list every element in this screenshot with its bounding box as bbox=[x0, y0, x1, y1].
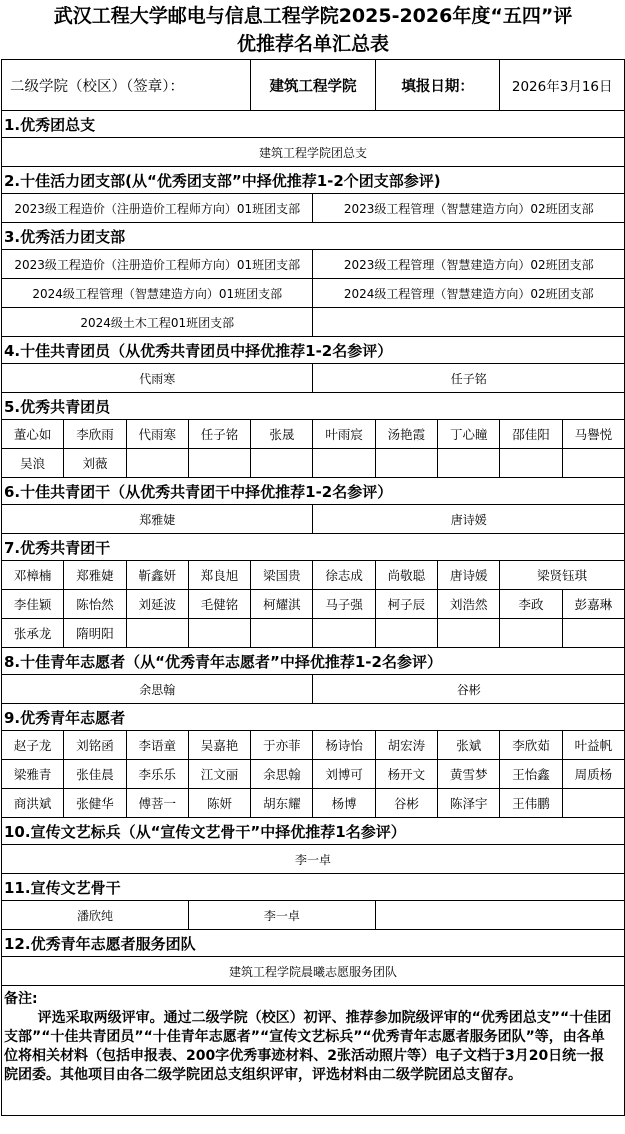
entry-cell: 2024级工程管理（智慧建造方向）01班团支部 bbox=[2, 279, 313, 308]
empty-cell bbox=[375, 901, 624, 930]
name-cell: 李欣茹 bbox=[500, 731, 562, 760]
entry-cell: 2023级工程造价（注册造价工程师方向）01班团支部 bbox=[2, 194, 313, 223]
name-cell: 任子铭 bbox=[188, 420, 250, 449]
name-cell: 王伟鹏 bbox=[500, 789, 562, 818]
name-cell: 梁雅青 bbox=[2, 760, 64, 789]
name-cell: 刘铭函 bbox=[64, 731, 126, 760]
entry-cell: 2024级工程管理（智慧建造方向）02班团支部 bbox=[313, 279, 625, 308]
summary-table bbox=[1, 1, 625, 1116]
name-cell: 李佳颖 bbox=[2, 590, 64, 619]
college-value: 建筑工程学院 bbox=[251, 60, 376, 111]
name-cell: 唐诗媛 bbox=[438, 561, 500, 590]
section-title-2: 2.十佳活力团支部(从“优秀团支部”中择优推荐1-2个团支部参评) bbox=[2, 167, 625, 194]
date-label: 填报日期： bbox=[375, 60, 500, 111]
empty-cell bbox=[126, 619, 188, 648]
name-cell: 周质杨 bbox=[562, 760, 624, 789]
name-cell: 刘延波 bbox=[126, 590, 188, 619]
entry-cell: 2023级工程管理（智慧建造方向）02班团支部 bbox=[313, 250, 625, 279]
name-cell: 张承龙 bbox=[2, 619, 64, 648]
entry-cell: 任子铭 bbox=[313, 364, 625, 393]
name-cell: 江文丽 bbox=[188, 760, 250, 789]
name-cell: 叶益帆 bbox=[562, 731, 624, 760]
name-cell: 张健华 bbox=[64, 789, 126, 818]
name-cell: 尚敬聪 bbox=[375, 561, 437, 590]
name-cell: 马子强 bbox=[313, 590, 375, 619]
name-cell: 柯子辰 bbox=[375, 590, 437, 619]
name-cell: 吴嘉艳 bbox=[188, 731, 250, 760]
name-cell: 吴浪 bbox=[2, 449, 64, 478]
name-cell: 代雨寒 bbox=[126, 420, 188, 449]
name-cell: 彭嘉琳 bbox=[562, 590, 624, 619]
empty-cell bbox=[313, 619, 375, 648]
empty-cell bbox=[188, 449, 250, 478]
empty-cell bbox=[562, 789, 624, 818]
empty-cell bbox=[251, 449, 313, 478]
entry-cell: 建筑工程学院晨曦志愿服务团队 bbox=[2, 957, 625, 986]
empty-cell bbox=[313, 449, 375, 478]
name-cell: 陈怡然 bbox=[64, 590, 126, 619]
name-cell: 隋明阳 bbox=[64, 619, 126, 648]
title-line-2: 优推荐名单汇总表 bbox=[236, 33, 389, 55]
section-title-7: 7.优秀共青团干 bbox=[2, 534, 625, 561]
name-cell: 谷彬 bbox=[375, 789, 437, 818]
date-value: 2026年3月16日 bbox=[500, 60, 625, 111]
name-cell: 余思翰 bbox=[251, 760, 313, 789]
name-cell: 杨开文 bbox=[375, 760, 437, 789]
name-cell: 陈妍 bbox=[188, 789, 250, 818]
entry-cell: 余思翰 bbox=[2, 675, 313, 704]
empty-cell bbox=[438, 449, 500, 478]
empty-cell bbox=[126, 449, 188, 478]
name-cell: 商洪斌 bbox=[2, 789, 64, 818]
name-cell: 李语童 bbox=[126, 731, 188, 760]
entry-cell: 2024级土木工程01班团支部 bbox=[2, 308, 313, 337]
empty-cell bbox=[313, 308, 625, 337]
entry-cell: 潘欣纯 bbox=[2, 901, 189, 930]
name-cell: 胡东耀 bbox=[251, 789, 313, 818]
title-line-1: 武汉工程大学邮电与信息工程学院2025-2026年度“五四”评 bbox=[53, 5, 573, 27]
name-cell: 郑雅婕 bbox=[64, 561, 126, 590]
section-title-6: 6.十佳共青团干（从优秀共青团干中择优推荐1-2名参评） bbox=[2, 478, 625, 505]
empty-cell bbox=[438, 619, 500, 648]
empty-cell bbox=[375, 619, 437, 648]
section-title-1: 1.优秀团总支 bbox=[2, 111, 625, 138]
name-cell: 李欣雨 bbox=[64, 420, 126, 449]
section-title-10: 10.宣传文艺标兵（从“宣传文艺骨干”中择优推荐1名参评） bbox=[2, 818, 625, 845]
name-cell: 王怡鑫 bbox=[500, 760, 562, 789]
entry-cell: 谷彬 bbox=[313, 675, 625, 704]
remarks-label: 备注: bbox=[4, 991, 38, 1007]
name-cell: 靳鑫妍 bbox=[126, 561, 188, 590]
section-title-8: 8.十佳青年志愿者（从“优秀青年志愿者”中择优推荐1-2名参评） bbox=[2, 648, 625, 675]
remarks-cell bbox=[2, 986, 625, 1116]
section-title-9: 9.优秀青年志愿者 bbox=[2, 704, 625, 731]
name-cell: 黄雪梦 bbox=[438, 760, 500, 789]
name-cell: 胡宏涛 bbox=[375, 731, 437, 760]
empty-cell bbox=[375, 449, 437, 478]
name-cell: 邵佳阳 bbox=[500, 420, 562, 449]
name-cell: 叶雨宸 bbox=[313, 420, 375, 449]
name-cell: 刘浩然 bbox=[438, 590, 500, 619]
name-cell: 傅菩一 bbox=[126, 789, 188, 818]
name-cell: 张佳晨 bbox=[64, 760, 126, 789]
section-title-3: 3.优秀活力团支部 bbox=[2, 223, 625, 250]
entry-cell: 李一卓 bbox=[2, 845, 625, 874]
name-cell: 刘薇 bbox=[64, 449, 126, 478]
empty-cell bbox=[500, 449, 562, 478]
name-cell: 杨诗怡 bbox=[313, 731, 375, 760]
name-cell: 张斌 bbox=[438, 731, 500, 760]
entry-cell: 2023级工程管理（智慧建造方向）02班团支部 bbox=[313, 194, 625, 223]
name-cell: 张晟 bbox=[251, 420, 313, 449]
empty-cell bbox=[188, 619, 250, 648]
name-cell: 徐志成 bbox=[313, 561, 375, 590]
name-cell: 于亦菲 bbox=[251, 731, 313, 760]
section-title-11: 11.宣传文艺骨干 bbox=[2, 874, 625, 901]
empty-cell bbox=[251, 619, 313, 648]
empty-cell bbox=[562, 619, 624, 648]
name-cell: 李政 bbox=[500, 590, 562, 619]
name-cell: 董心如 bbox=[2, 420, 64, 449]
name-cell: 毛健铭 bbox=[188, 590, 250, 619]
entry-cell: 李一卓 bbox=[188, 901, 375, 930]
entry-cell: 2023级工程造价（注册造价工程师方向）01班团支部 bbox=[2, 250, 313, 279]
name-cell: 邓樟楠 bbox=[2, 561, 64, 590]
section-title-12: 12.优秀青年志愿者服务团队 bbox=[2, 930, 625, 957]
name-cell: 杨博 bbox=[313, 789, 375, 818]
entry-cell: 建筑工程学院团总支 bbox=[2, 138, 625, 167]
empty-cell bbox=[500, 619, 562, 648]
name-cell: 柯耀淇 bbox=[251, 590, 313, 619]
name-cell: 陈泽宇 bbox=[438, 789, 500, 818]
name-cell: 梁国贵 bbox=[251, 561, 313, 590]
sheet-title bbox=[2, 1, 625, 60]
section-title-5: 5.优秀共青团员 bbox=[2, 393, 625, 420]
remarks-text: 评选采取两级评审。通过二级学院（校区）初评、推荐参加院级评审的“优秀团总支”“十佳团支部”“十佳共青团员”“十佳青年志愿者”“宣传文艺标兵”“优秀青年志愿者服务团队”等，由各单位将相关材料（包括申报表、200字优秀事迹材料、2张活动照片等）电子文档于3月20日统一报院团委。其他项目由各二级学院团总支组织评审，评选材料由二级学院团总支留存。 bbox=[4, 1010, 612, 1083]
name-cell: 刘博可 bbox=[313, 760, 375, 789]
entry-cell: 郑雅婕 bbox=[2, 505, 313, 534]
name-cell: 赵子龙 bbox=[2, 731, 64, 760]
entry-cell: 唐诗媛 bbox=[313, 505, 625, 534]
name-cell: 马譽悦 bbox=[562, 420, 624, 449]
college-label: 二级学院（校区）（签章）： bbox=[2, 60, 251, 111]
name-cell: 丁心瞳 bbox=[438, 420, 500, 449]
name-cell: 汤艳霞 bbox=[375, 420, 437, 449]
name-cell: 梁贤钰琪 bbox=[500, 561, 625, 590]
empty-cell bbox=[562, 449, 624, 478]
name-cell: 李乐乐 bbox=[126, 760, 188, 789]
section-title-4: 4.十佳共青团员（从优秀共青团员中择优推荐1-2名参评） bbox=[2, 337, 625, 364]
entry-cell: 代雨寒 bbox=[2, 364, 313, 393]
name-cell: 郑良旭 bbox=[188, 561, 250, 590]
